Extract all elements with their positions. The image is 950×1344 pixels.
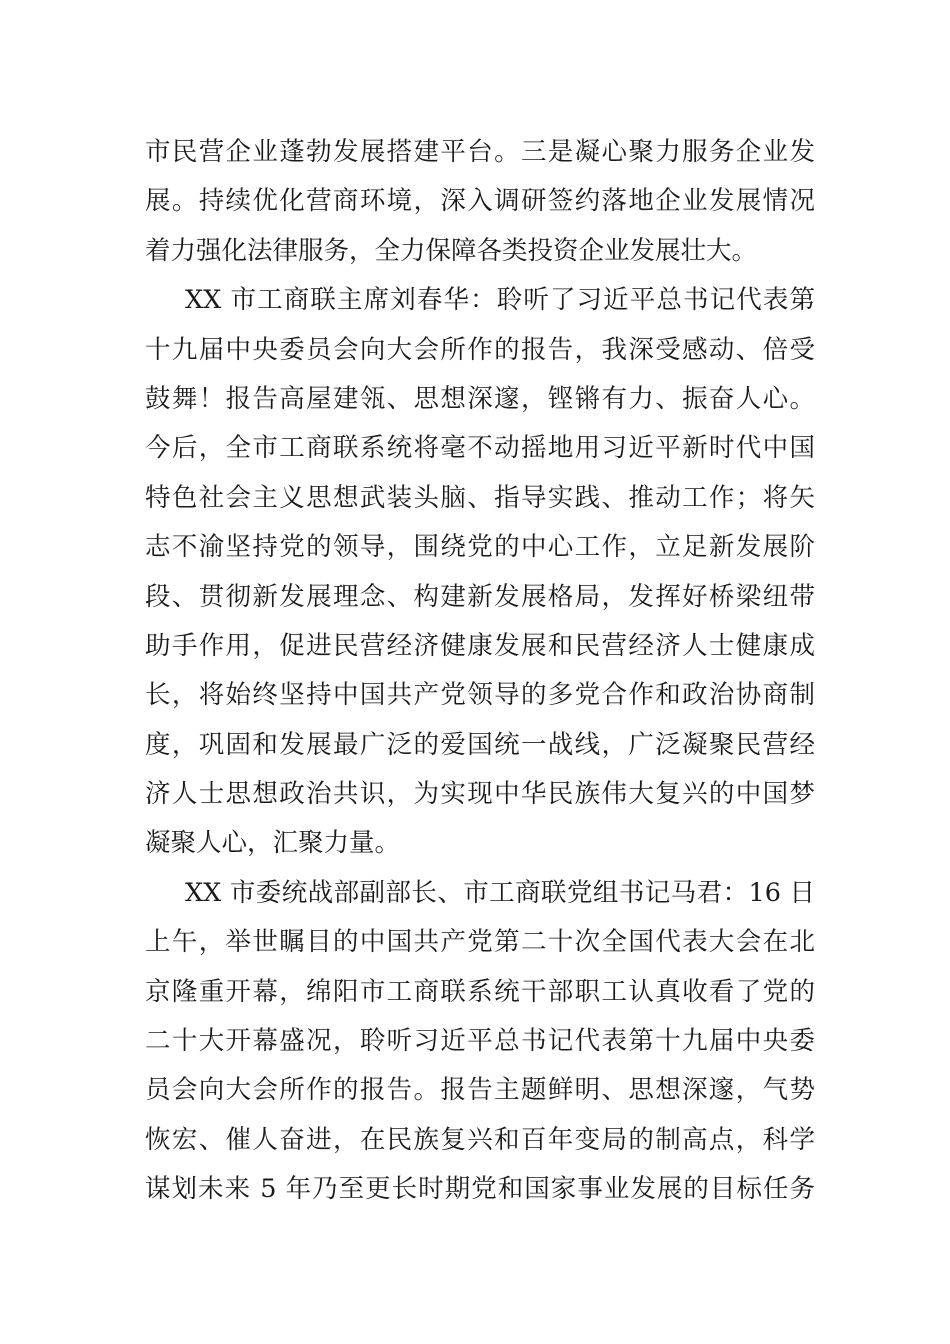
- text-line: 上午，举世瞩目的中国共产党第二十次全国代表大会在北: [145, 927, 815, 958]
- text-line: 着力强化法律服务，全力保障各类投资企业发展壮大。: [145, 235, 758, 266]
- text-line: 长，将始终坚持中国共产党领导的多党合作和政治协商制: [145, 680, 815, 711]
- text-line: 二十大开幕盛况，聆听习近平总书记代表第十九届中央委: [145, 1026, 815, 1057]
- text-line: XX 市工商联主席刘春华：聆听了习近平总书记代表第: [185, 285, 815, 316]
- text-line: 市民营企业蓬勃发展搭建平台。三是凝心聚力服务企业发: [145, 137, 815, 167]
- text-line: 济人士思想政治共识，为实现中华民族伟大复兴的中国梦: [145, 779, 815, 810]
- text-line: 鼓舞！报告高屋建瓴、思想深邃，铿锵有力、振奋人心。: [145, 383, 815, 414]
- text-line: 员会向大会所作的报告。报告主题鲜明、思想深邃，气势: [145, 1075, 815, 1106]
- text-line: 凝聚人心，汇聚力量。: [145, 828, 401, 859]
- text-line: 段、贯彻新发展理念、构建新发展格局，发挥好桥梁纽带: [145, 581, 815, 612]
- text-line: 度，巩固和发展最广泛的爱国统一战线，广泛凝聚民营经: [145, 729, 815, 760]
- text-line: 志不渝坚持党的领导，围绕党的中心工作，立足新发展阶: [145, 532, 815, 563]
- text-line: XX 市委统战部副部长、市工商联党组书记马君：16 日: [185, 877, 815, 908]
- text-line: 谋划未来 5 年乃至更长时期党和国家事业发展的目标任务: [145, 1174, 815, 1205]
- text-line: 特色社会主义思想武装头脑、指导实践、推动工作；将矢: [145, 482, 815, 513]
- paragraph-2: [145, 276, 815, 869]
- document-body: [145, 128, 815, 1215]
- paragraph-3: [145, 869, 815, 1215]
- paragraph-1: [145, 128, 815, 276]
- text-line: 十九届中央委员会向大会所作的报告，我深受感动、倍受: [145, 334, 815, 365]
- text-line: 恢宏、催人奋进，在民族复兴和百年变局的制高点，科学: [145, 1124, 815, 1155]
- text-line: 今后，全市工商联系统将毫不动摇地用习近平新时代中国: [145, 433, 815, 464]
- text-line: 京隆重开幕，绵阳市工商联系统干部职工认真收看了党的: [145, 976, 815, 1007]
- text-line: 助手作用，促进民营经济健康发展和民营经济人士健康成: [145, 630, 815, 661]
- text-line: 展。持续优化营商环境，深入调研签约落地企业发展情况: [145, 186, 815, 217]
